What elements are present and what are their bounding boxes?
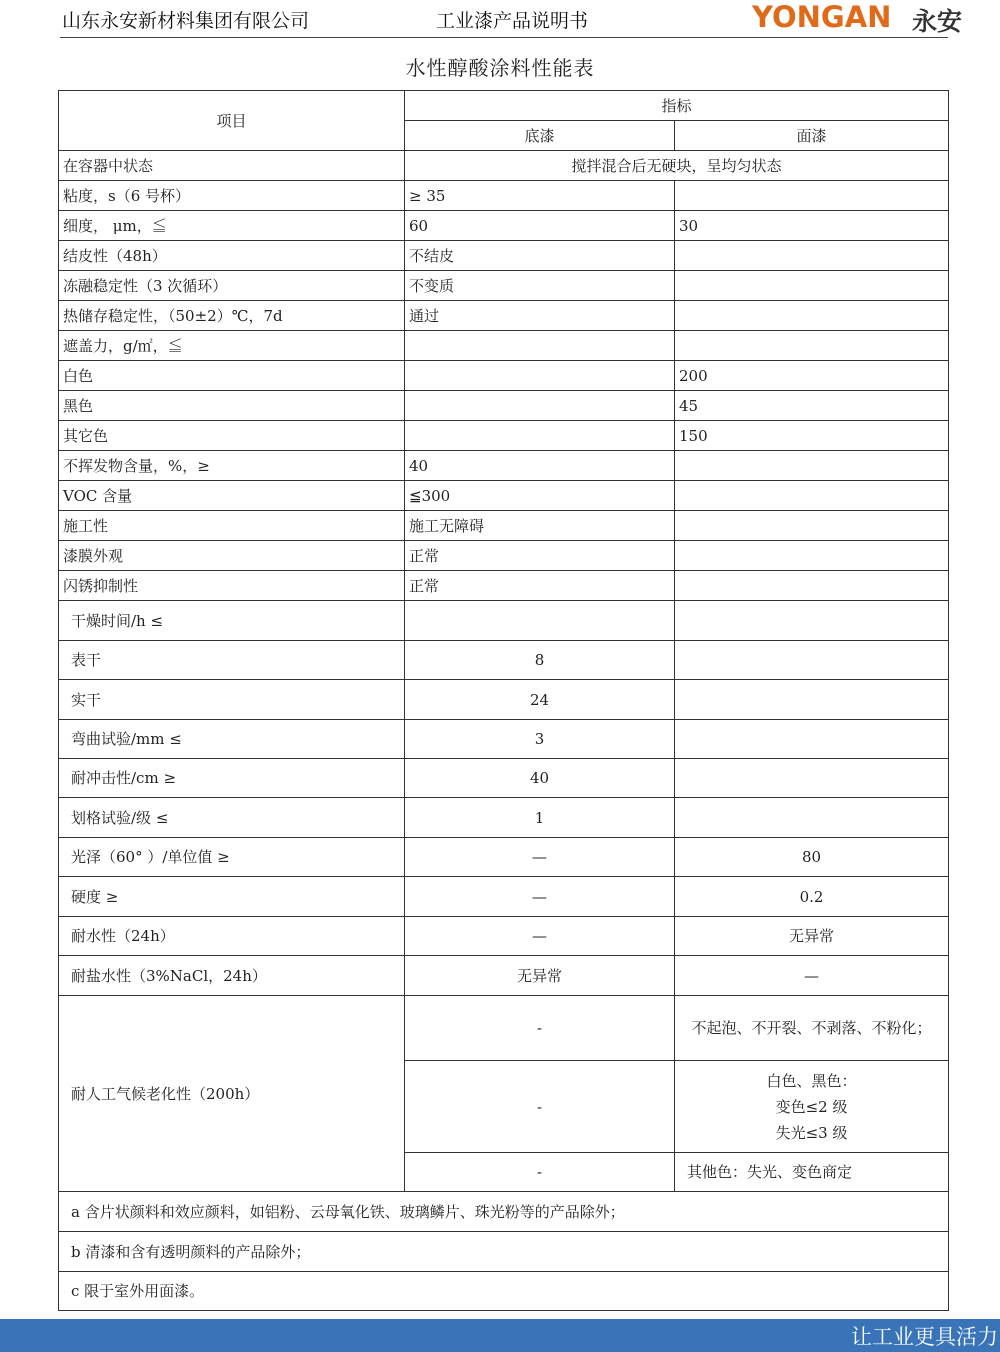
row-item: 热储存稳定性，（50±2）℃，7d: [59, 301, 405, 331]
row-item: 不挥发物含量，%，≥: [59, 451, 405, 481]
table-row: [59, 271, 949, 301]
table-row: [59, 798, 949, 838]
footer-slogan: 让工业更具活力: [851, 1325, 998, 1349]
row-primer: [405, 391, 675, 421]
row-item: 白色: [59, 361, 405, 391]
row-item: 闪锈抑制性: [59, 571, 405, 601]
table-row: [59, 877, 949, 917]
row-primer: 40: [405, 759, 675, 798]
row-primer: 3: [405, 720, 675, 759]
table-row: [59, 241, 949, 271]
weathering-line: 变色≤2 级: [775, 1097, 848, 1116]
row-primer: 不变质: [405, 271, 675, 301]
row-topcoat: [675, 601, 949, 641]
weathering-line: 失光≤3 级: [775, 1123, 848, 1142]
row-item: 施工性: [59, 511, 405, 541]
table-note-row: [59, 1232, 949, 1272]
note-c: c 限于室外用面漆。: [59, 1272, 949, 1311]
row-primer: [405, 361, 675, 391]
row-primer: [405, 421, 675, 451]
table-row: [59, 680, 949, 720]
row-topcoat: [675, 571, 949, 601]
row-topcoat: 0.2: [675, 877, 949, 917]
row-item-weathering: 耐人工气候老化性（200h）: [59, 996, 405, 1192]
header-primer: 底漆: [405, 121, 675, 151]
table-header-row: [59, 91, 949, 121]
row-topcoat: 不起泡、不开裂、不剥落、不粉化；: [675, 996, 949, 1061]
row-topcoat: [675, 511, 949, 541]
row-primer: -: [405, 996, 675, 1061]
row-item: VOC 含量: [59, 481, 405, 511]
row-topcoat: [675, 481, 949, 511]
row-primer: 24: [405, 680, 675, 720]
table-row: [59, 451, 949, 481]
row-item: 耐冲击性/cm ≥: [59, 759, 405, 798]
row-primer: 正常: [405, 571, 675, 601]
note-b: b 清漆和含有透明颜料的产品除外；: [59, 1232, 949, 1272]
row-item: 弯曲试验/mm ≤: [59, 720, 405, 759]
row-primer: 1: [405, 798, 675, 838]
page-header: [0, 0, 1000, 40]
note-a: a 含片状颜料和效应颜料，如铝粉、云母氧化铁、玻璃鳞片、珠光粉等的产品除外；: [59, 1192, 949, 1232]
table-row: [59, 511, 949, 541]
logo-text: YONGAN: [752, 0, 892, 34]
header-topcoat: 面漆: [675, 121, 949, 151]
table-row: [59, 181, 949, 211]
row-item: 其它色: [59, 421, 405, 451]
row-item: 粘度，s（6 号杯）: [59, 181, 405, 211]
table-row: [59, 641, 949, 680]
row-primer: 通过: [405, 301, 675, 331]
row-topcoat: [675, 680, 949, 720]
table-row: [59, 331, 949, 361]
row-primer: 不结皮: [405, 241, 675, 271]
table-row: [59, 391, 949, 421]
row-primer: 无异常: [405, 956, 675, 996]
row-topcoat: [675, 798, 949, 838]
logo-chinese: 永安: [912, 7, 963, 36]
page-title: 水性醇酸涂料性能表: [405, 56, 595, 80]
weathering-line: 白色、黑色：: [766, 1071, 857, 1090]
row-item: 在容器中状态: [59, 151, 405, 181]
row-primer: [405, 331, 675, 361]
table-row: [59, 361, 949, 391]
row-item: 实干: [59, 680, 405, 720]
header-item: 项目: [59, 91, 405, 151]
header-index: 指标: [405, 91, 949, 121]
row-primer: —: [405, 917, 675, 956]
row-primer: ≦300: [405, 481, 675, 511]
row-topcoat: [675, 541, 949, 571]
row-primer: 60: [405, 211, 675, 241]
row-topcoat: 80: [675, 838, 949, 877]
table-row: [59, 956, 949, 996]
table-row: [59, 421, 949, 451]
row-primer: —: [405, 877, 675, 917]
document-type: 工业漆产品说明书: [436, 10, 589, 32]
table-row: [59, 720, 949, 759]
table-row: [59, 996, 949, 1061]
table-row: [59, 151, 949, 181]
row-primer: [405, 601, 675, 641]
row-merged-value: 搅拌混合后无硬块，呈均匀状态: [405, 151, 949, 181]
row-primer: 8: [405, 641, 675, 680]
row-topcoat: [675, 271, 949, 301]
table-row: [59, 838, 949, 877]
row-topcoat: [675, 451, 949, 481]
row-topcoat: 150: [675, 421, 949, 451]
row-primer: —: [405, 838, 675, 877]
row-topcoat: [675, 720, 949, 759]
row-topcoat: 无异常: [675, 917, 949, 956]
row-item: 漆膜外观: [59, 541, 405, 571]
row-item: 干燥时间/h ≤: [59, 601, 405, 641]
row-item: 黑色: [59, 391, 405, 421]
row-primer: -: [405, 1061, 675, 1153]
table-row: [59, 541, 949, 571]
table-row: [59, 211, 949, 241]
row-topcoat: 30: [675, 211, 949, 241]
row-item: 细度， μm，≦: [59, 211, 405, 241]
row-topcoat: [675, 301, 949, 331]
row-primer: ≥ 35: [405, 181, 675, 211]
row-item: 结皮性（48h）: [59, 241, 405, 271]
row-item: 耐水性（24h）: [59, 917, 405, 956]
row-topcoat-multiline: [675, 1061, 949, 1153]
row-item: 硬度 ≥: [59, 877, 405, 917]
company-name: 山东永安新材料集团有限公司: [62, 10, 310, 32]
row-topcoat: [675, 331, 949, 361]
row-topcoat: 其他色：失光、变色商定: [675, 1153, 949, 1192]
row-item: 光泽（60° ）/单位值 ≥: [59, 838, 405, 877]
table-row: [59, 917, 949, 956]
row-topcoat: 45: [675, 391, 949, 421]
row-item: 遮盖力，g/㎡，≦: [59, 331, 405, 361]
table-row: [59, 601, 949, 641]
performance-table: [58, 90, 949, 1311]
table-row: [59, 481, 949, 511]
row-primer: 40: [405, 451, 675, 481]
row-topcoat: [675, 759, 949, 798]
table-row: [59, 571, 949, 601]
footer-bar: [0, 1319, 1000, 1352]
row-topcoat: [675, 241, 949, 271]
row-topcoat: —: [675, 956, 949, 996]
header-divider: [60, 37, 948, 38]
row-primer: 正常: [405, 541, 675, 571]
row-topcoat: 200: [675, 361, 949, 391]
row-item: 冻融稳定性（3 次循环）: [59, 271, 405, 301]
row-item: 划格试验/级 ≤: [59, 798, 405, 838]
row-primer: -: [405, 1153, 675, 1192]
table-note-row: [59, 1272, 949, 1311]
row-primer: 施工无障碍: [405, 511, 675, 541]
row-topcoat: [675, 181, 949, 211]
table-row: [59, 759, 949, 798]
row-topcoat: [675, 641, 949, 680]
row-item: 表干: [59, 641, 405, 680]
table-row: [59, 301, 949, 331]
row-item: 耐盐水性（3%NaCl，24h）: [59, 956, 405, 996]
table-note-row: [59, 1192, 949, 1232]
